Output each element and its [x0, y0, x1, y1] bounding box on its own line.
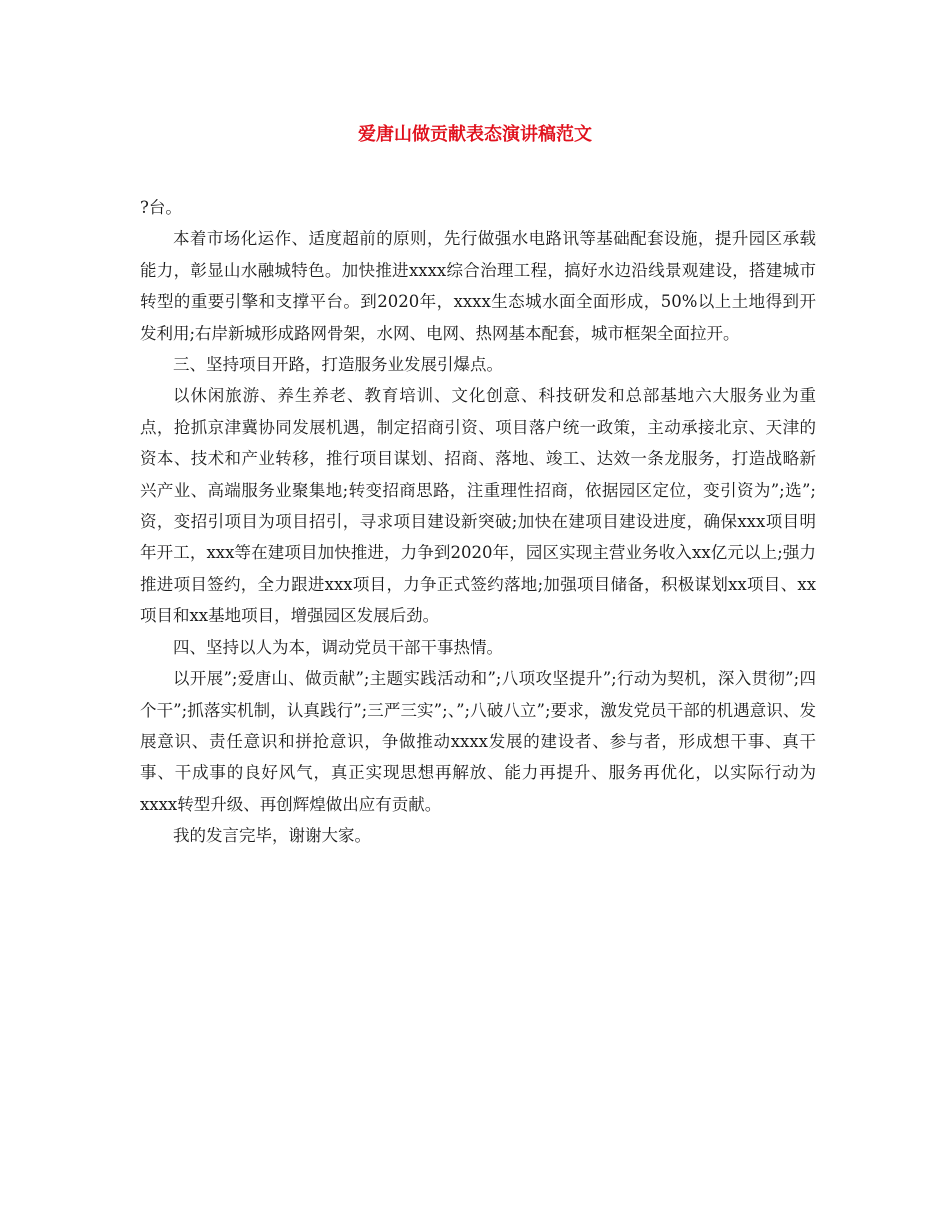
paragraph-fragment: ?台。	[140, 198, 182, 217]
section-heading-three: 三、坚持项目开路，打造服务业发展引爆点。	[173, 355, 503, 375]
paragraph-infrastructure: 本着市场化运作、适度超前的原则，先行做强水电路讯等基础配套设施，提升园区承载能力，彰显山水融城特色。加快推进xxxx综合治理工程，搞好水边沿线景观建设，搭建城市转型的重要引擎和支撑平台。到2020年，xxxx生态城水面全面形成，50%以上土地得到开发利用;右岸新城形成路网骨架，水网、电网、热网基本配套，城市框架全面拉开。	[140, 229, 816, 343]
document-title: 爱唐山做贡献表态演讲稿范文	[358, 124, 592, 145]
paragraph-projects: 以休闲旅游、养生养老、教育培训、文化创意、科技研发和总部基地六大服务业为重点，抢抓京津冀协同发展机遇，制定招商引资、项目落户统一政策，主动承接北京、天津的资本、技术和产业转移，推行项目谋划、招商、落地、竣工、达效一条龙服务，打造战略新兴产业、高端服务业聚集地;转变招商思路，注重理性招商，依据园区定位，变引资为”;选”;资，变招引项目为项目招引，寻求项目建设新突破;加快在建项目建设进度，确保xxx项目明年开工，xxx等在建项目加快推进，力争到2020年，园区实现主营业务收入xx亿元以上;强力推进项目签约，全力跟进xxx项目，力争正式签约落地;加强项目储备，积极谋划xx项目、xx项目和xx基地项目，增强园区发展后劲。	[140, 386, 816, 626]
paragraph-closing: 我的发言完毕，谢谢大家。	[173, 826, 371, 846]
section-heading-four: 四、坚持以人为本，调动党员干部干事热情。	[173, 637, 503, 657]
paragraph-people: 以开展”;爱唐山、做贡献”;主题实践活动和”;八项攻坚提升”;行动为契机，深入贯彻”;四个干”;抓落实机制，认真践行”;三严三实”;、”;八破八立”;要求，激发党员干部的机遇意识、发展意识、责任意识和拼抢意识，争做推动xxxx发展的建设者、参与者，形成想干事、真干事、干成事的良好风气，真正实现思想再解放、能力再提升、服务再优化，以实际行动为xxxx转型升级、再创辉煌做出应有贡献。	[140, 669, 816, 814]
document-body	[140, 192, 816, 852]
